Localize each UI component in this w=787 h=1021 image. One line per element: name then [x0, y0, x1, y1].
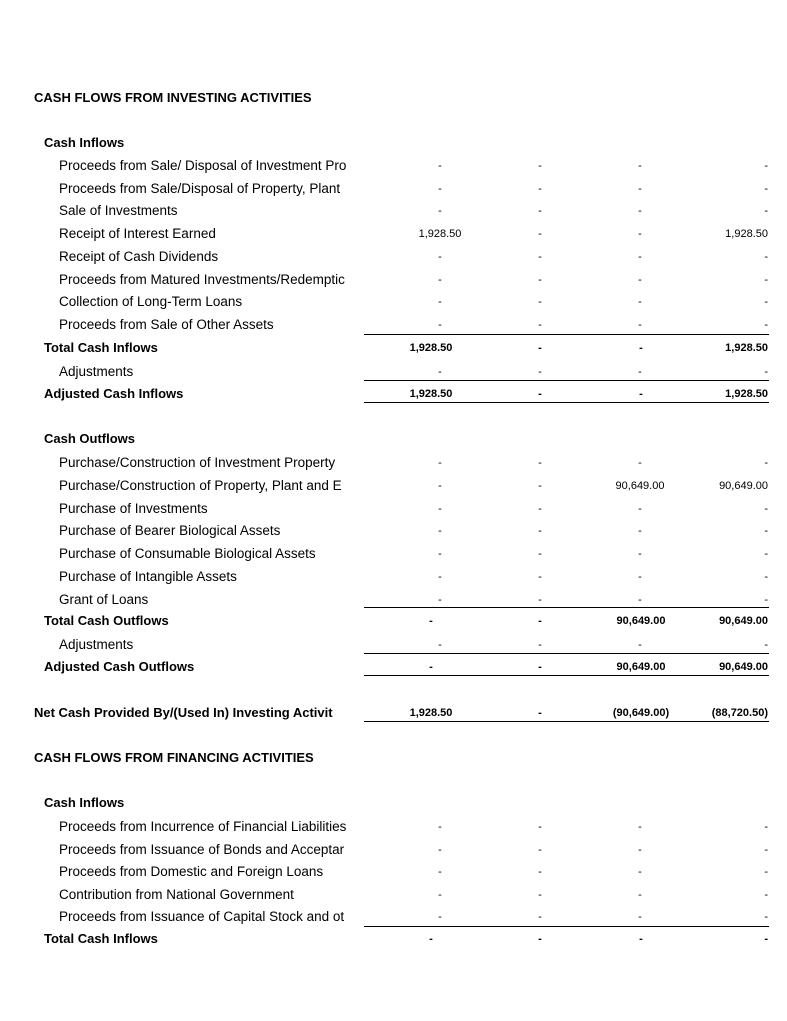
section-title-financing-label: CASH FLOWS FROM FINANCING ACTIVITIES	[34, 750, 314, 765]
value-cell: -	[764, 548, 768, 561]
value-cell: -	[538, 205, 542, 218]
adjustments-label: Adjustments	[59, 637, 134, 652]
line-item	[0, 155, 787, 177]
value-cell: -	[438, 548, 442, 561]
line-item	[0, 475, 787, 497]
value-cell: -	[638, 525, 642, 538]
value-cell: -	[638, 457, 642, 469]
value-cell: -	[538, 228, 542, 241]
value-cell: -	[764, 571, 768, 583]
line-item	[0, 200, 787, 222]
value-cell: -	[764, 525, 768, 538]
value-cell: -	[538, 888, 542, 901]
value-cell: -	[438, 911, 442, 924]
line-item-label: Purchase of Bearer Biological Assets	[59, 523, 281, 539]
line-item-label: Proceeds from Issuance of Bonds and Acceptar	[59, 841, 345, 857]
line-item	[0, 884, 787, 906]
total-cash-inflows-label: Total Cash Inflows	[44, 340, 158, 355]
value-cell: -	[538, 707, 542, 719]
value-cell: -	[638, 205, 642, 218]
value-cell: -	[538, 571, 542, 583]
line-item	[0, 269, 787, 291]
value-cell: -	[638, 160, 642, 172]
value-cell: -	[438, 273, 442, 286]
rule-line	[364, 675, 769, 676]
line-item	[0, 543, 787, 565]
total-cash-inflows-label: Total Cash Inflows	[44, 931, 158, 946]
value-cell: -	[764, 843, 768, 856]
value-cell: -	[764, 205, 768, 218]
rule-line	[364, 607, 769, 608]
value-cell: 1,928.50	[725, 342, 768, 354]
value-cell: -	[764, 821, 768, 833]
value-cell: -	[438, 525, 442, 538]
line-item	[0, 498, 787, 520]
adjustments-label: Adjustments	[59, 364, 134, 379]
group-title-outflows	[0, 428, 787, 450]
value-cell: -	[538, 318, 542, 331]
value-cell: -	[638, 366, 642, 378]
line-item-label: Receipt of Interest Earned	[59, 226, 216, 242]
value-cell: -	[638, 502, 642, 515]
section-title-financing	[0, 747, 787, 769]
value-cell: -	[538, 342, 542, 354]
value-cell: -	[764, 250, 768, 263]
value-cell: -	[638, 548, 642, 561]
value-cell: -	[538, 615, 542, 627]
rule-line	[364, 721, 769, 722]
line-item	[0, 246, 787, 268]
value-cell: -	[638, 821, 642, 833]
value-cell: -	[538, 388, 542, 400]
value-cell: -	[438, 888, 442, 901]
value-cell: -	[538, 933, 542, 945]
value-cell: -	[438, 502, 442, 515]
value-cell: -	[438, 843, 442, 856]
line-item-label: Purchase of Intangible Assets	[59, 569, 237, 584]
value-cell: -	[429, 661, 433, 673]
section-title-investing-label: CASH FLOWS FROM INVESTING ACTIVITIES	[34, 90, 312, 105]
value-cell: -	[638, 250, 642, 263]
line-item	[0, 520, 787, 542]
value-cell: -	[538, 250, 542, 263]
group-title-inflows	[0, 792, 787, 814]
line-item	[0, 839, 787, 861]
value-cell: -	[638, 593, 642, 606]
value-cell: -	[638, 273, 642, 286]
value-cell: -	[438, 866, 442, 879]
line-item-label: Purchase/Construction of Investment Property	[59, 455, 336, 470]
adjusted-cash-inflows-label: Adjusted Cash Inflows	[44, 386, 184, 401]
value-cell: -	[438, 205, 442, 218]
value-cell: -	[764, 593, 768, 606]
value-cell: -	[764, 273, 768, 286]
value-cell: 90,649.00	[719, 479, 768, 492]
line-item-label: Purchase of Investments	[59, 500, 208, 516]
value-cell: -	[764, 911, 768, 924]
value-cell: (90,649.00)	[612, 707, 670, 719]
section-title-investing	[0, 87, 787, 109]
value-cell: -	[639, 933, 643, 945]
line-item-label: Proceeds from Sale/ Disposal of Investment Pro	[59, 158, 347, 173]
value-cell: -	[638, 228, 642, 241]
value-cell: (88,720.50)	[711, 707, 768, 719]
value-cell: -	[638, 911, 642, 924]
value-cell: 1,928.50	[409, 342, 453, 354]
value-cell: -	[638, 182, 642, 195]
value-cell: -	[638, 639, 642, 651]
value-cell: -	[638, 866, 642, 879]
value-cell: -	[538, 182, 542, 195]
value-cell: -	[438, 593, 442, 606]
rule-line	[364, 380, 769, 381]
adjusted-cash-outflows-label: Adjusted Cash Outflows	[44, 659, 195, 674]
value-cell: -	[764, 160, 768, 172]
value-cell: -	[438, 457, 442, 469]
line-item-label: Proceeds from Domestic and Foreign Loans	[59, 864, 324, 880]
value-cell: -	[764, 888, 768, 901]
value-cell: -	[764, 366, 768, 378]
line-item-label: Proceeds from Incurrence of Financial Liabilities	[59, 819, 347, 834]
value-cell: -	[538, 866, 542, 879]
value-cell: -	[764, 318, 768, 331]
rule-line	[364, 402, 769, 403]
value-cell: -	[538, 479, 542, 492]
line-item-label: Sale of Investments	[59, 203, 178, 219]
line-item	[0, 223, 787, 245]
line-item-label: Proceeds from Sale/Disposal of Property, Plant	[59, 180, 341, 196]
value-cell: -	[538, 525, 542, 538]
line-item	[0, 861, 787, 883]
line-item	[0, 178, 787, 200]
value-cell: -	[438, 571, 442, 583]
value-cell: -	[639, 388, 643, 400]
group-title-inflows-label: Cash Inflows	[44, 795, 125, 810]
value-cell: 1,928.50	[409, 388, 453, 400]
group-title-inflows	[0, 132, 787, 154]
net-cash-investing-label: Net Cash Provided By/(Used In) Investing Activit	[34, 705, 333, 720]
line-item-label: Grant of Loans	[59, 591, 149, 607]
rule-line	[364, 334, 769, 335]
total-cash-outflows	[0, 610, 787, 632]
line-item-label: Proceeds from Issuance of Capital Stock and ot	[59, 909, 345, 925]
total-cash-inflows	[0, 337, 787, 359]
value-cell: -	[538, 296, 542, 309]
group-title-outflows-label: Cash Outflows	[44, 431, 136, 446]
value-cell: -	[438, 250, 442, 263]
value-cell: -	[638, 888, 642, 901]
line-item-label: Purchase of Consumable Biological Assets	[59, 546, 316, 562]
value-cell: 1,928.50	[725, 228, 768, 241]
value-cell: -	[438, 821, 442, 833]
line-item	[0, 452, 787, 474]
value-cell: -	[764, 502, 768, 515]
value-cell: -	[438, 160, 442, 172]
value-cell: -	[538, 661, 542, 673]
value-cell: -	[438, 479, 442, 492]
value-cell: -	[639, 342, 643, 354]
rule-line	[364, 653, 769, 654]
total-cash-outflows-label: Total Cash Outflows	[44, 613, 169, 628]
rule-line	[364, 926, 769, 927]
line-item-label: Collection of Long-Term Loans	[59, 294, 243, 310]
value-cell: -	[429, 933, 433, 945]
value-cell: -	[764, 866, 768, 879]
value-cell: -	[538, 821, 542, 833]
value-cell: -	[538, 548, 542, 561]
value-cell: 90,649.00	[719, 661, 768, 673]
value-cell: -	[538, 160, 542, 172]
value-cell: -	[538, 593, 542, 606]
value-cell: -	[764, 639, 768, 651]
line-item-label: Contribution from National Government	[59, 886, 294, 902]
value-cell: -	[438, 639, 442, 651]
group-title-inflows-label: Cash Inflows	[44, 135, 125, 150]
value-cell: -	[638, 571, 642, 583]
value-cell: -	[538, 911, 542, 924]
value-cell: -	[538, 843, 542, 856]
total-cash-inflows	[0, 928, 787, 950]
value-cell: 1,928.50	[725, 388, 768, 400]
line-item	[0, 291, 787, 313]
value-cell: -	[638, 318, 642, 331]
value-cell: 90,649.00	[616, 661, 666, 673]
line-item-label: Proceeds from Sale of Other Assets	[59, 316, 274, 332]
value-cell: -	[538, 366, 542, 378]
value-cell: -	[438, 296, 442, 309]
value-cell: -	[764, 933, 768, 945]
value-cell: -	[438, 366, 442, 378]
line-item-label: Proceeds from Matured Investments/Redemptic	[59, 271, 345, 287]
value-cell: -	[538, 502, 542, 515]
line-item	[0, 566, 787, 588]
value-cell: -	[638, 296, 642, 309]
value-cell: -	[764, 457, 768, 469]
value-cell: -	[764, 182, 768, 195]
value-cell: 90,649.00	[719, 615, 768, 627]
value-cell: -	[538, 273, 542, 286]
value-cell: -	[764, 296, 768, 309]
value-cell: -	[429, 615, 433, 627]
line-item	[0, 314, 787, 336]
value-cell: 90,649.00	[616, 615, 666, 627]
value-cell: -	[438, 318, 442, 331]
line-item	[0, 816, 787, 838]
value-cell: -	[538, 457, 542, 469]
line-item-label: Purchase/Construction of Property, Plant and E	[59, 477, 342, 493]
value-cell: -	[638, 843, 642, 856]
line-item-label: Receipt of Cash Dividends	[59, 248, 219, 264]
value-cell: 1,928.50	[409, 707, 453, 719]
value-cell: -	[438, 182, 442, 195]
value-cell: 90,649.00	[615, 479, 665, 492]
value-cell: 1,928.50	[418, 228, 462, 241]
value-cell: -	[538, 639, 542, 651]
